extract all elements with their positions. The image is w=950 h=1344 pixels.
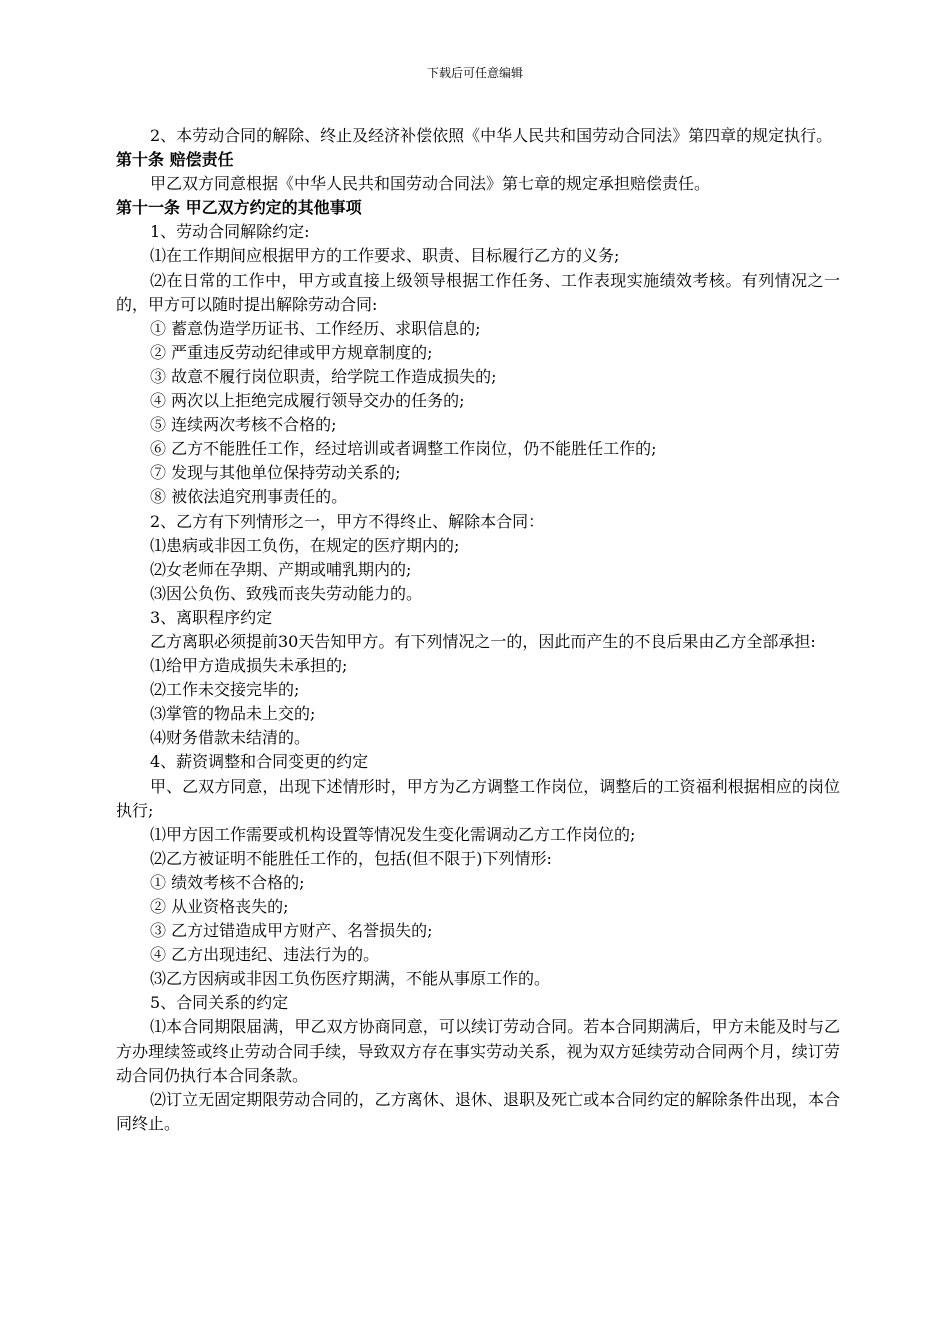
paragraph-termination: 2、本劳动合同的解除、终止及经济补偿依照《中华人民共和国劳动合同法》第四章的规定执行。 [150, 126, 833, 145]
condition-7: ⑦ 发现与其他单位保持劳动关系的; [150, 463, 401, 483]
condition-3: ③ 故意不履行岗位职责，给学院工作造成损失的; [150, 366, 497, 386]
section-3-paragraph: 乙方离职必须提前30天告知甲方。有下列情况之一的，因此而产生的不良后果由乙方全部承担: [150, 631, 816, 651]
section-2-item-2: ⑵女老师在孕期、产期或哺乳期内的; [150, 559, 412, 579]
section-2-title: 2、乙方有下列情形之一，甲方不得终止、解除本合同： [150, 511, 545, 531]
section-4-paragraph: 甲、乙双方同意，出现下述情形时，甲方为乙方调整工作岗位，调整后的工资福利根据相应的岗位执行; [116, 776, 840, 820]
section-4-item-3: ⑶乙方因病或非因工负伤医疗期满，不能从事原工作的。 [150, 969, 551, 989]
condition-6: ⑥ 乙方不能胜任工作，经过培训或者调整工作岗位，仍不能胜任工作的; [150, 439, 657, 459]
section-1-title: 1、劳动合同解除约定: [150, 222, 310, 242]
condition-2: ② 严重违反劳动纪律或甲方规章制度的; [150, 342, 433, 362]
section-2-item-1: ⑴患病或非因工负伤，在规定的医疗期内的; [150, 535, 460, 555]
document-body [116, 124, 840, 1136]
condition-8: ⑧ 被依法追究刑事责任的。 [150, 487, 348, 507]
section-2-item-3: ⑶因公负伤、致残而丧失劳动能力的。 [150, 583, 423, 603]
section-5-item-2: ⑵订立无固定期限劳动合同的，乙方离休、退休、退职及死亡或本合同约定的解除条件出现，本合同终止。 [116, 1089, 840, 1133]
section-5-item-1: ⑴本合同期限届满，甲乙双方协商同意，可以续订劳动合同。若本合同期满后，甲方未能及时与乙方办理续签或终止劳动合同手续，导致双方存在事实劳动关系，视为双方延续劳动合同两个月，续订劳动合同仍执行本合同条款。 [116, 1017, 840, 1085]
section-1-item-2: ⑵在日常的工作中，甲方或直接上级领导根据工作任务、工作表现实施绩效考核。有列情况之一的，甲方可以随时提出解除劳动合同: [116, 270, 840, 314]
article-11-heading: 第十一条 甲乙双方约定的其他事项 [116, 198, 362, 218]
section-5-title: 5、合同关系的约定 [150, 993, 289, 1013]
section-4-item-1: ⑴甲方因工作需要或机构设置等情况发生变化需调动乙方工作岗位的; [150, 824, 636, 844]
article-10-text: 甲乙双方同意根据《中华人民共和国劳动合同法》第七章的规定承担赔偿责任。 [150, 174, 711, 194]
section-3-item-1: ⑴给甲方造成损失未承担的; [150, 656, 348, 676]
subcondition-2: ② 从业资格丧失的; [150, 897, 289, 916]
section-4-title: 4、薪资调整和合同变更的约定 [150, 752, 369, 772]
section-3-item-2: ⑵工作未交接完毕的; [150, 680, 300, 700]
subcondition-1: ① 绩效考核不合格的; [150, 872, 305, 892]
section-1-item-1: ⑴在工作期间应根据甲方的工作要求、职责、目标履行乙方的义务; [150, 246, 620, 266]
condition-1: ① 蓄意伪造学历证书、工作经历、求职信息的; [150, 318, 481, 338]
section-4-item-2: ⑵乙方被证明不能胜任工作的，包括(但不限于)下列情形: [150, 848, 552, 868]
section-3-item-3: ⑶掌管的物品未上交的; [150, 704, 316, 724]
section-3-title: 3、离职程序约定 [150, 607, 273, 627]
page-header: 下载后可任意编辑 [426, 66, 523, 80]
section-3-item-4: ⑷财务借款未结清的。 [150, 728, 311, 748]
subcondition-3: ③ 乙方过错造成甲方财产、名誉损失的; [150, 921, 433, 941]
subcondition-4: ④ 乙方出现违纪、违法行为的。 [150, 945, 380, 965]
condition-5: ⑤ 连续两次考核不合格的; [150, 415, 337, 435]
condition-4: ④ 两次以上拒绝完成履行领导交办的任务的; [150, 391, 465, 411]
article-10-heading: 第十条 赔偿责任 [116, 150, 234, 170]
